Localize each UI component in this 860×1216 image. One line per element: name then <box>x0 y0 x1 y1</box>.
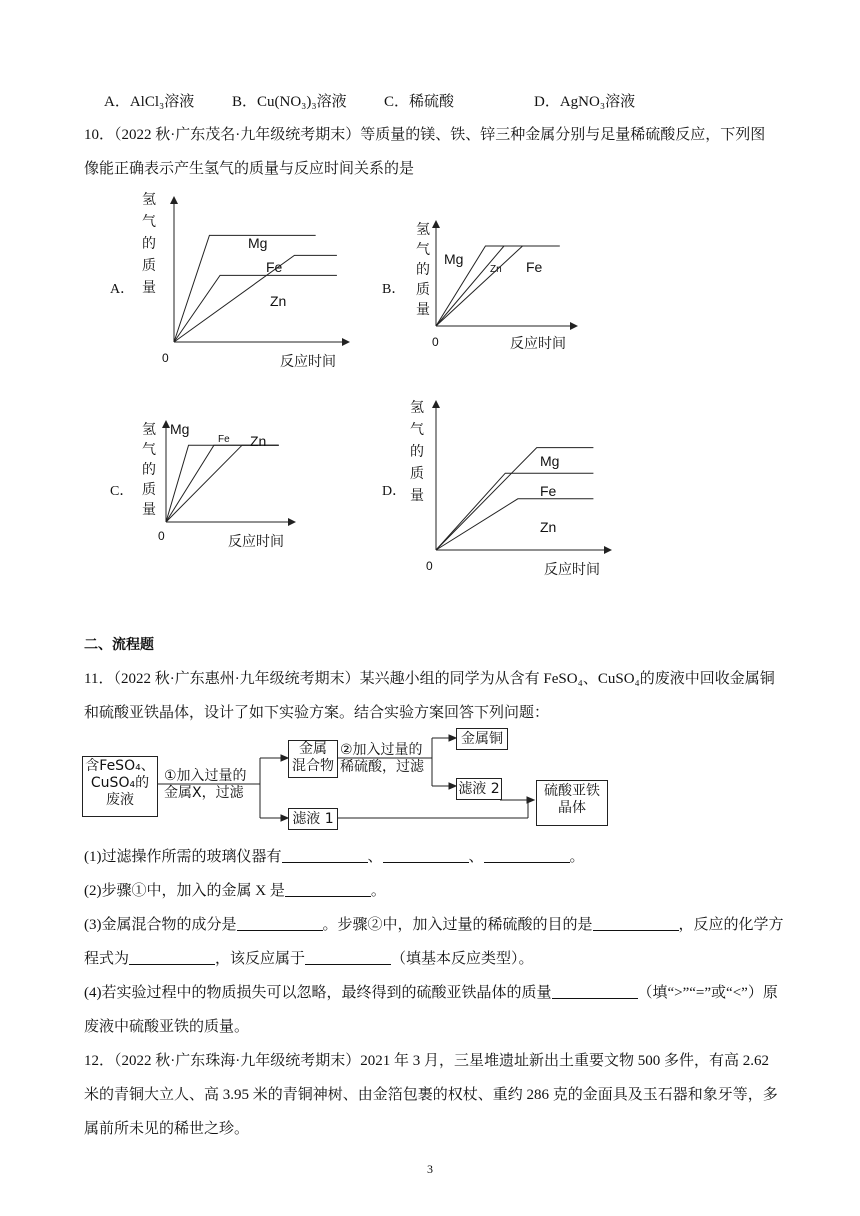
y-axis-arrow <box>432 220 440 228</box>
answer-blank[interactable] <box>285 882 371 897</box>
series-label-mg: Mg <box>170 421 190 437</box>
y-axis-label-char: 量 <box>410 487 424 503</box>
y-axis-label-char: 氢 <box>416 221 430 237</box>
series-label-fe: Fe <box>218 434 230 445</box>
x-axis-label: 反应时间 <box>280 353 336 369</box>
y-axis-label-char: 气 <box>416 241 430 257</box>
origin-label: 0 <box>432 335 439 349</box>
y-axis-label-char: 质 <box>410 465 424 481</box>
flow-step2-line-2: 稀硫酸，过滤 <box>340 759 424 775</box>
origin-label: 0 <box>162 351 169 365</box>
y-axis-label-char: 气 <box>142 213 156 229</box>
y-axis-label-char: 氢 <box>142 421 156 437</box>
chart-option-d: D． <box>382 484 407 499</box>
q11-part-2: (2)步骤①中，加入的金属 X 是 。 <box>84 883 386 899</box>
chart-option-b: B． <box>382 282 406 297</box>
chart-c <box>136 412 306 557</box>
flow-step1-line-2: 金属X，过滤 <box>164 785 244 801</box>
flow-filtrate1-box: 滤液 1 <box>288 808 338 830</box>
q11-part-4-cont: 废液中硫酸亚铁的质量。 <box>84 1019 250 1035</box>
q11-line-1: 11．（2022 秋·广东惠州·九年级统考期末）某兴趣小组的同学为从含有 FeSO₄、CuSO₄的废液中回收金属铜 <box>84 671 775 687</box>
series-label-zn: Zn <box>540 519 557 535</box>
answer-blank[interactable] <box>282 848 368 863</box>
series-label-zn: Zn <box>490 264 502 275</box>
y-axis-label-char: 量 <box>416 301 430 317</box>
y-axis-label-char: 质 <box>142 481 156 497</box>
origin-label: 0 <box>426 559 433 573</box>
q9-option-c: C．稀硫酸 <box>384 94 455 110</box>
y-axis-label-char: 的 <box>416 261 430 277</box>
x-axis-arrow <box>570 322 578 330</box>
flow-crystal-line-1: 硫酸亚铁 <box>544 783 600 799</box>
y-axis-label-char: 氢 <box>142 191 156 207</box>
q11-part-4: (4)若实验过程中的物质损失可以忽略，最终得到的硫酸亚铁晶体的质量 （填“>”“=”或“<”）原 <box>84 985 778 1001</box>
series-label-zn: Zn <box>270 293 287 309</box>
flow-start-line-2: CuSO₄的 <box>90 775 150 791</box>
flow-start-box <box>82 756 158 817</box>
flow-crystal-box <box>536 780 608 826</box>
q9-option-d: D．AgNO₃溶液 <box>534 94 636 110</box>
q12-line-1: 12．（2022 秋·广东珠海·九年级统考期末）2021 年 3 月，三星堆遗址新出土重要文物 500 多件，有高 2.62 <box>84 1053 769 1069</box>
series-label-fe: Fe <box>266 259 283 275</box>
series-line-mg <box>174 235 316 342</box>
q12-line-3: 属前所未见的稀世之珍。 <box>84 1121 250 1137</box>
flow-start-line-1: 含FeSO₄、 <box>85 758 155 774</box>
q9-option-a: A．AlCl₃溶液 <box>104 94 195 110</box>
q11-line-2: 和硫酸亚铁晶体，设计了如下实验方案。结合实验方案回答下列问题： <box>84 705 550 721</box>
y-axis-label-char: 量 <box>142 501 156 517</box>
q11-part-1: (1)过滤操作所需的玻璃仪器有 、 、 。 <box>84 849 585 865</box>
x-axis-label: 反应时间 <box>510 335 566 351</box>
series-label-mg: Mg <box>444 251 464 267</box>
series-label-fe: Fe <box>540 483 557 499</box>
y-axis-label-char: 的 <box>142 235 156 251</box>
series-line-fe <box>436 473 593 550</box>
series-label-mg: Mg <box>540 453 560 469</box>
x-axis-arrow <box>288 518 296 526</box>
series-label-mg: Mg <box>248 235 268 251</box>
answer-blank[interactable] <box>237 916 323 931</box>
series-label-fe: Fe <box>526 259 543 275</box>
x-axis-arrow <box>342 338 350 346</box>
series-line-mg <box>166 445 279 522</box>
answer-blank[interactable] <box>383 848 469 863</box>
q10-line-2: 像能正确表示产生氢气的质量与反应时间关系的是 <box>84 161 415 177</box>
flow-mixture-box <box>288 740 338 778</box>
x-axis-label: 反应时间 <box>544 561 600 577</box>
answer-blank[interactable] <box>129 950 215 965</box>
flow-step1-line-1: ①加入过量的 <box>164 768 247 784</box>
section-2-title: 二、流程题 <box>84 637 154 653</box>
flow-mixture-line-1: 金属 <box>299 741 327 757</box>
answer-blank[interactable] <box>593 916 679 931</box>
y-axis-arrow <box>432 400 440 408</box>
y-axis-label-char: 氢 <box>410 399 424 415</box>
y-axis-label-char: 气 <box>142 441 156 457</box>
q10-line-1: 10．（2022 秋·广东茂名·九年级统考期末）等质量的镁、铁、锌三种金属分别与足量稀硫酸反应，下列图 <box>84 127 766 143</box>
series-line-zn <box>166 445 279 522</box>
chart-option-a: A． <box>110 282 135 297</box>
y-axis-label-char: 的 <box>410 443 424 459</box>
y-axis-label-char: 气 <box>410 421 424 437</box>
answer-blank[interactable] <box>552 984 638 999</box>
flow-mixture-line-2: 混合物 <box>292 758 334 774</box>
q9-option-b: B．Cu(NO₃)₃溶液 <box>232 94 347 110</box>
origin-label: 0 <box>158 529 165 543</box>
chart-b <box>408 212 588 360</box>
x-axis-label: 反应时间 <box>228 533 284 549</box>
flow-step1-label <box>164 768 247 802</box>
flow-step2-label <box>340 742 424 776</box>
flow-start-line-3: 废液 <box>106 792 134 808</box>
series-label-zn: Zn <box>250 433 267 449</box>
flow-copper-box: 金属铜 <box>456 728 508 750</box>
chart-d <box>404 396 624 580</box>
series-line-fe <box>166 445 279 522</box>
y-axis-arrow <box>162 420 170 428</box>
page-number: 3 <box>427 1162 433 1176</box>
chart-option-c: C． <box>110 484 134 499</box>
flow-filtrate2-box: 滤液 2 <box>456 778 502 800</box>
x-axis-arrow <box>604 546 612 554</box>
y-axis-label-char: 量 <box>142 279 156 295</box>
chart-a <box>130 190 360 380</box>
q11-part-3-cont: 程式为 ，该反应属于 （填基本反应类型）。 <box>84 951 534 967</box>
answer-blank[interactable] <box>484 848 570 863</box>
y-axis-label-char: 的 <box>142 461 156 477</box>
series-line-zn <box>174 275 337 342</box>
q12-line-2: 米的青铜大立人、高 3.95 米的青铜神树、由金箔包裹的权杖、重约 286 克的金面具及玉石器和象牙等，多 <box>84 1087 778 1103</box>
flow-crystal-line-2: 晶体 <box>558 800 586 816</box>
q11-part-3: (3)金属混合物的成分是 。步骤②中，加入过量的稀硫酸的目的是 ，反应的化学方 <box>84 917 784 933</box>
y-axis-label-char: 质 <box>142 257 156 273</box>
flow-step2-line-1: ②加入过量的 <box>340 742 423 758</box>
answer-blank[interactable] <box>305 950 391 965</box>
y-axis-arrow <box>170 196 178 204</box>
y-axis-label-char: 质 <box>416 281 430 297</box>
